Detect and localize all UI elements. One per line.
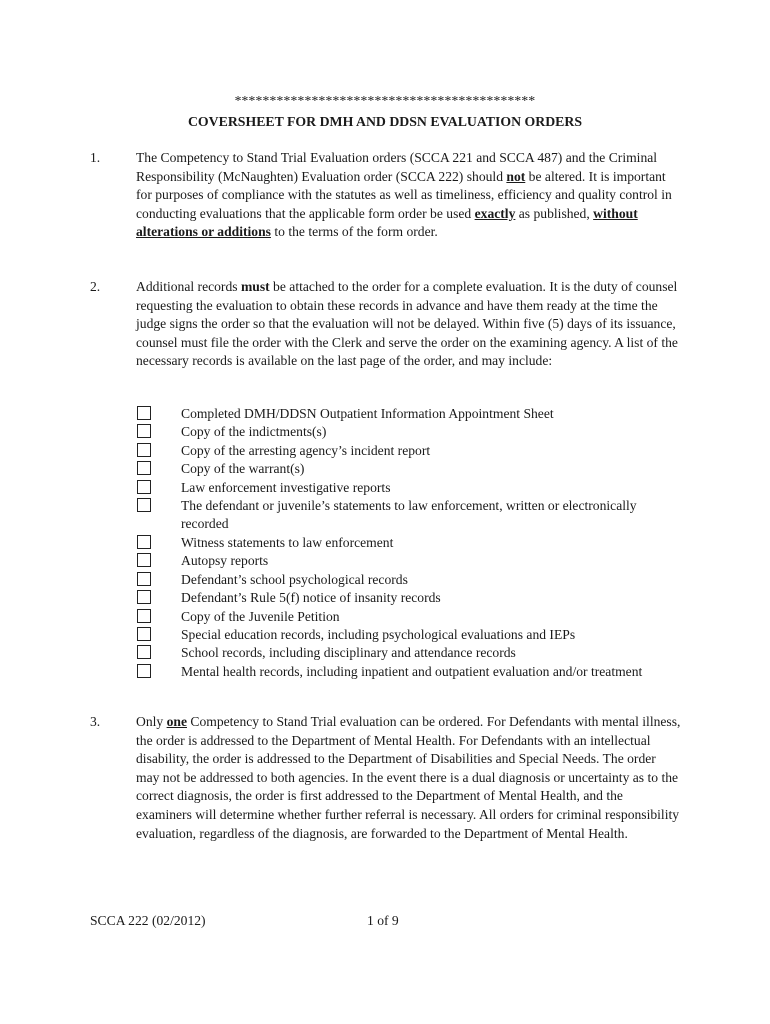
checkbox[interactable] bbox=[137, 424, 151, 438]
checkbox[interactable] bbox=[137, 443, 151, 457]
checklist-item bbox=[136, 644, 676, 662]
item-number: 3. bbox=[90, 714, 101, 729]
checkbox[interactable] bbox=[137, 461, 151, 475]
form-id: SCCA 222 (02/2012) bbox=[90, 913, 206, 928]
checklist-item bbox=[136, 479, 676, 497]
item-text: The Competency to Stand Trial Evaluation orders (SCCA 221 and SCCA 487) and the Criminal Responsibility (McNaughten) Evaluation order (SCCA 222) should not be altered. It is important for purposes of compliance with the statutes as well as timeliness, efficiency and quality control in conducting evaluations that the applicable form order be used exactly as published, without alterations or additions to the terms of the form order. bbox=[136, 150, 672, 240]
item-number: 2. bbox=[90, 279, 101, 294]
checklist-label: Mental health records, including inpatient and outpatient evaluation and/or treatment bbox=[181, 663, 643, 679]
checklist-item bbox=[136, 423, 676, 441]
page-title: COVERSHEET FOR DMH AND DDSN EVALUATION ORDERS bbox=[187, 114, 583, 129]
checklist-item bbox=[136, 497, 676, 534]
checklist-label: Defendant’s Rule 5(f) notice of insanity records bbox=[181, 590, 441, 606]
checkbox[interactable] bbox=[137, 553, 151, 567]
checkbox[interactable] bbox=[137, 480, 151, 494]
emphasis-exactly: exactly bbox=[474, 205, 516, 221]
checklist-item bbox=[136, 534, 676, 552]
checklist-label: Copy of the warrant(s) bbox=[181, 461, 305, 477]
checkbox[interactable] bbox=[137, 627, 151, 641]
checkbox[interactable] bbox=[137, 590, 151, 604]
checklist-item bbox=[136, 571, 676, 589]
checklist-label: Copy of the indictments(s) bbox=[181, 424, 327, 440]
checkbox[interactable] bbox=[137, 645, 151, 659]
checkbox[interactable] bbox=[137, 572, 151, 586]
checklist-item bbox=[136, 552, 676, 570]
checklist-item bbox=[136, 626, 676, 644]
item-text: Additional records must be attached to the order for a complete evaluation. It is the duty of counsel requesting the evaluation to obtain these records in advance and have them ready at the time the judge signs the order so that the evaluation will not be delayed. Within five (5) days of its issuance, counsel must file the order with the Clerk and serve the order on the examining agency. A list of the necessary records is available on the last page of the order, and may include: bbox=[136, 279, 678, 369]
checklist-label: Defendant’s school psychological records bbox=[181, 571, 408, 587]
checklist-item bbox=[136, 589, 676, 607]
checklist-label: Copy of the Juvenile Petition bbox=[181, 608, 340, 624]
page-number: 1 of 9 bbox=[367, 913, 399, 928]
checklist-item bbox=[136, 405, 676, 423]
checkbox[interactable] bbox=[137, 406, 151, 420]
checklist-item bbox=[136, 663, 676, 700]
checklist-label: School records, including disciplinary and attendance records bbox=[181, 645, 516, 661]
checklist-label: Witness statements to law enforcement bbox=[181, 535, 394, 550]
emphasis-not: not bbox=[506, 168, 526, 184]
checklist-label: Autopsy reports bbox=[181, 553, 269, 569]
emphasis-one: one bbox=[166, 714, 187, 729]
checklist-item bbox=[136, 608, 676, 626]
checkbox[interactable] bbox=[137, 664, 151, 678]
checkbox[interactable] bbox=[137, 535, 151, 549]
checkbox[interactable] bbox=[137, 609, 151, 623]
decorative-star-rule: ******************************************* bbox=[234, 93, 536, 108]
emphasis-must: must bbox=[240, 279, 270, 294]
item-text: Only one Competency to Stand Trial evaluation can be ordered. For Defendants with mental illness, the order is addressed to the Department of Mental Health. For Defendants with an intellectual disability, the order is addressed to the Department of Disabilities and Special Needs. The order may not be addressed to both agencies. In the event there is a dual diagnosis or uncertainty as to the correct diagnosis, the order is first addressed to the Department of Mental Health, and the examiners will determine whether further referral is necessary. All orders for criminal responsibility evaluation, regardless of the diagnosis, are forwarded to the Department of Mental Health. bbox=[136, 714, 681, 841]
checklist-item bbox=[136, 442, 676, 460]
checkbox[interactable] bbox=[137, 498, 151, 512]
emphasis-without-alterations: without alterations or additions bbox=[136, 205, 638, 240]
checklist-label: The defendant or juvenile’s statements to law enforcement, written or electronically recorded bbox=[181, 498, 637, 532]
checklist-item bbox=[136, 460, 676, 478]
checklist-label: Special education records, including psychological evaluations and IEPs bbox=[181, 627, 576, 642]
checklist-label: Copy of the arresting agency’s incident report bbox=[181, 442, 431, 458]
checklist-label: Completed DMH/DDSN Outpatient Information Appointment Sheet bbox=[181, 406, 554, 421]
checklist-label: Law enforcement investigative reports bbox=[181, 479, 391, 495]
item-number: 1. bbox=[90, 150, 101, 165]
